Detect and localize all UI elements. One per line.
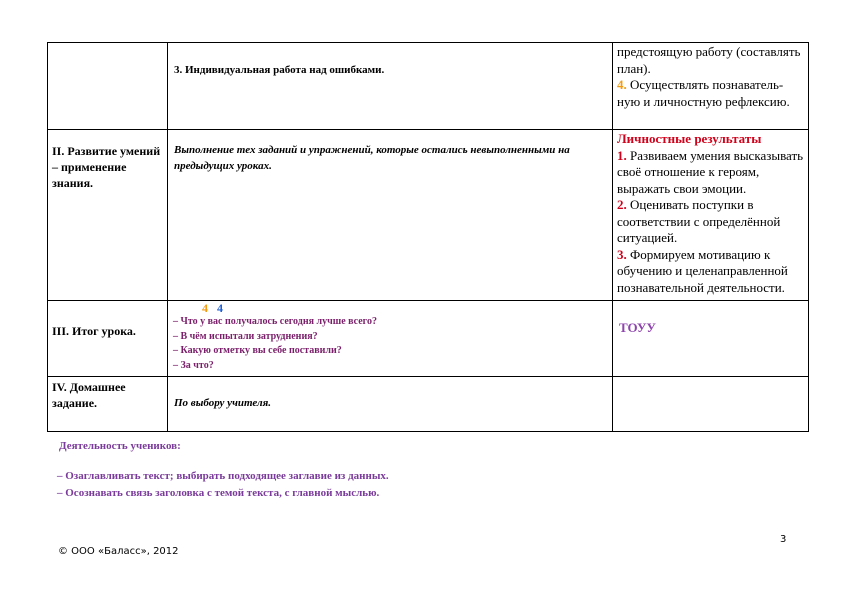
results-text [613, 130, 808, 296]
activity-list [57, 468, 389, 502]
results-number: 4. [617, 77, 627, 92]
task-numbers [168, 301, 612, 315]
copyright: © ООО «Баласс», 2012 [58, 546, 179, 557]
results-line: Развиваем умения высказывать своё отношение к героям, выражать свои эмоции. [617, 147, 804, 196]
results-number: 3. [617, 246, 627, 262]
stage-title: IV. Домашнее задание. [52, 380, 126, 410]
results-cell [613, 377, 809, 432]
list-item: – Осознавать связь заголовка с темой текста, с главной мыслью. [57, 487, 380, 499]
task-cell [168, 43, 613, 130]
stage-cell [48, 43, 168, 130]
activity-title: Деятельность учеников: [59, 440, 181, 452]
lesson-plan-table [47, 42, 809, 432]
table-row [48, 43, 809, 130]
stage-cell [48, 377, 168, 432]
number-badge: 4 [217, 301, 223, 315]
list-item: – За что? [173, 359, 214, 371]
task-text: 3. Индивидуальная работа над ошибками. [174, 64, 385, 76]
results-text [613, 43, 808, 110]
results-line: Формируем мотивацию к обучению и целенаправленной познавательной деятельности. [617, 246, 788, 295]
task-cell [168, 301, 613, 377]
task-text: Выполнение тех заданий и упражнений, которые остались невыполненными на предыдущих уроках. [174, 144, 570, 172]
results-cell [613, 301, 809, 377]
results-cell [613, 43, 809, 130]
results-line: Осуществлять познаватель-ную и личностную рефлексию. [617, 77, 790, 109]
number-badge: 4 [202, 301, 208, 315]
results-number: 1. [617, 147, 627, 163]
results-title: Личностные результаты [617, 131, 762, 146]
page-number: 3 [780, 534, 787, 545]
list-item: – Какую отметку вы себе поставили? [173, 345, 342, 356]
stage-title: II. Развитие умений – применение знания. [52, 144, 161, 190]
list-item: – Что у вас получалось сегодня лучше всего? [173, 316, 377, 327]
results-label: ТОУУ [619, 320, 656, 335]
table-row [48, 130, 809, 301]
questions-list [168, 315, 612, 373]
table-row [48, 301, 809, 377]
task-text: По выбору учителя. [174, 397, 272, 409]
stage-title: III. Итог урока. [52, 324, 136, 338]
task-cell [168, 377, 613, 432]
results-number: 2. [617, 197, 627, 212]
stage-cell [48, 130, 168, 301]
task-cell [168, 130, 613, 301]
list-item: – Озаглавливать текст; выбирать подходящее заглавие из данных. [57, 470, 389, 482]
results-line: Оценивать поступки в соответствии с определённой ситуацией. [617, 197, 781, 245]
list-item: – В чём испытали затруднения? [173, 330, 318, 342]
table-row [48, 377, 809, 432]
results-cell [613, 130, 809, 301]
results-line: предстоящую работу (составлять план). [617, 44, 801, 76]
stage-cell [48, 301, 168, 377]
